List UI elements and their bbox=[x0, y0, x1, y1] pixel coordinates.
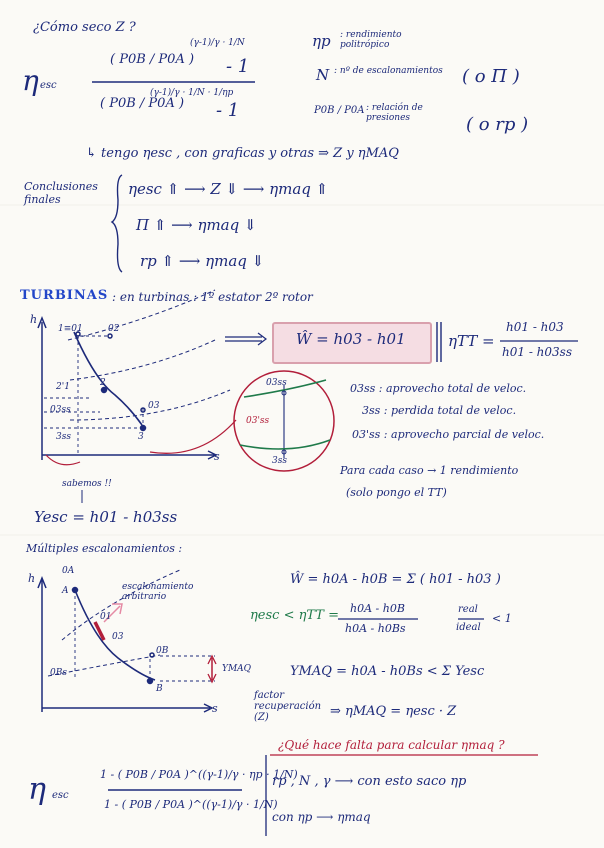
paren-rp: ( o rp ) bbox=[466, 114, 529, 135]
multi-lt-one: < 1 bbox=[492, 612, 512, 625]
eta-esc-symbol: η bbox=[22, 64, 39, 97]
label-ymaq: YMAQ bbox=[222, 664, 252, 674]
y-esc-formula: Yesc = h01 - h03ss bbox=[34, 508, 178, 526]
legend-ratio: : relación de presiones bbox=[366, 103, 423, 123]
eta-esc-big: η bbox=[28, 772, 46, 807]
conclusion-row-3: rp ⇑ ⟶ ηmaq ⇓ bbox=[140, 252, 265, 270]
note-caso: Para cada caso → 1 rendimiento bbox=[340, 464, 519, 477]
legend-ratio-symbol: P0B / P0A bbox=[314, 105, 365, 116]
label-arbitrario: escalonamiento arbitrario bbox=[122, 582, 194, 602]
axis-s-multi: s bbox=[212, 702, 218, 715]
step-one: rp , N , γ ⟶ con esto saco ηp bbox=[272, 774, 467, 789]
multi-f2-den: h0A - h0Bs bbox=[345, 622, 406, 635]
label-p3: 3 bbox=[138, 432, 144, 442]
label-p03ss: 03ss bbox=[50, 405, 71, 415]
zoom-label-3ss: 3ss bbox=[272, 456, 287, 466]
sabemos-label: sabemos !! bbox=[62, 479, 112, 489]
step-two: con ηp ⟶ ηmaq bbox=[272, 810, 371, 824]
eta-esc-sub: esc bbox=[40, 80, 57, 91]
multi-real: real bbox=[458, 604, 478, 615]
conclusion-row-2: Π ⇑ ⟶ ηmaq ⇓ bbox=[136, 216, 257, 234]
def-03pss: 03'ss : aprovecho parcial de veloc. bbox=[352, 428, 545, 441]
w-formula: Ŵ = h03 - h01 bbox=[296, 330, 406, 348]
eta-esc-lt-eta-tt: ηesc < ηTT = bbox=[250, 608, 339, 623]
axis-h-turbine: h bbox=[30, 313, 38, 326]
def-3ss: 3ss : perdida total de veloc. bbox=[362, 404, 517, 417]
big-denominator: 1 - ( P0B / P0A )^((γ-1)/γ · 1/N) bbox=[104, 798, 278, 811]
turbinas-subtitle: : en turbinas : 1º estator 2º rotor bbox=[112, 290, 313, 304]
label-p03: 03 bbox=[148, 401, 160, 411]
conclusion-row-1: ηesc ⇑ ⟶ Z ⇓ ⟶ ηmaq ⇑ bbox=[128, 180, 329, 198]
eta-maq-formula: ⇒ ηMAQ = ηesc · Z bbox=[330, 704, 457, 719]
label-A: A bbox=[62, 586, 69, 596]
zoom-label-03ss: 03ss bbox=[266, 378, 287, 388]
factor-label: factor recuperación (Z) bbox=[254, 690, 322, 723]
question-z: ¿Cómo seco Z ? bbox=[33, 20, 136, 35]
label-B: B bbox=[156, 684, 163, 694]
axis-h-multi: h bbox=[28, 572, 36, 585]
turbinas-title: TURBINAS bbox=[20, 288, 109, 303]
label-OBs: 0Bs bbox=[50, 668, 67, 678]
label-p21: 2'1 bbox=[56, 382, 70, 392]
multi-ideal: ideal bbox=[456, 622, 481, 633]
zoom-label-03pss: 03'ss bbox=[246, 416, 270, 426]
exp-bottom: (γ-1)/γ · 1/N · 1/ηp bbox=[150, 88, 234, 98]
question-maq: ¿Qué hace falta para calcular ηmaq ? bbox=[278, 738, 505, 752]
conclusiones-label: Conclusiones finales bbox=[24, 180, 98, 206]
eta-esc-big-sub: esc bbox=[52, 790, 69, 801]
label-p1: 1≡01 bbox=[58, 324, 83, 334]
label-OA: 0A bbox=[62, 566, 75, 576]
legend-N-symbol: N bbox=[316, 66, 330, 84]
label-p02: 02 bbox=[108, 324, 120, 334]
label-o3: 03 bbox=[112, 632, 124, 642]
legend-eta-p-symbol: ηp bbox=[312, 32, 331, 50]
tengo-line: ↳ tengo ηesc , con graficas y otras ⇒ Z y ηMAQ bbox=[86, 146, 399, 161]
ratio-bottom: ( P0B / P0A ) bbox=[100, 96, 185, 111]
legend-eta-p: : rendimiento politrópico bbox=[340, 30, 402, 50]
big-numerator: 1 - ( P0B / P0A )^((γ-1)/γ · ηp · 1/N) bbox=[100, 768, 298, 781]
eta-tt-num: h01 - h03 bbox=[506, 320, 564, 334]
minus-one-bottom: - 1 bbox=[216, 100, 240, 121]
label-OB: 0B bbox=[156, 646, 169, 656]
paren-pi: ( o Π ) bbox=[462, 66, 520, 87]
ymaq-formula: YMAQ = h0A - h0Bs < Σ Yesc bbox=[290, 664, 485, 679]
multi-w-formula: Ŵ = h0A - h0B = Σ ( h01 - h03 ) bbox=[290, 572, 501, 587]
legend-N: : nº de escalonamientos bbox=[334, 66, 443, 76]
ratio-top: ( P0B / P0A ) bbox=[110, 52, 195, 67]
multi-f2-num: h0A - h0B bbox=[350, 602, 405, 615]
eta-tt-label: ηTT = bbox=[448, 332, 495, 350]
multiples-title: Múltiples escalonamientos : bbox=[26, 542, 183, 555]
exp-top: (γ-1)/γ · 1/N bbox=[190, 38, 245, 48]
label-o1: 01 bbox=[100, 612, 112, 622]
eta-tt-den: h01 - h03ss bbox=[502, 345, 572, 359]
label-p3ss: 3ss bbox=[56, 432, 71, 442]
label-p2: 2 bbox=[100, 378, 106, 388]
minus-one-top: - 1 bbox=[226, 56, 250, 77]
def-03ss: 03ss : aprovecho total de veloc. bbox=[350, 382, 527, 395]
note-tt: (solo pongo el TT) bbox=[346, 486, 447, 499]
axis-s-turbine: s bbox=[214, 450, 220, 463]
